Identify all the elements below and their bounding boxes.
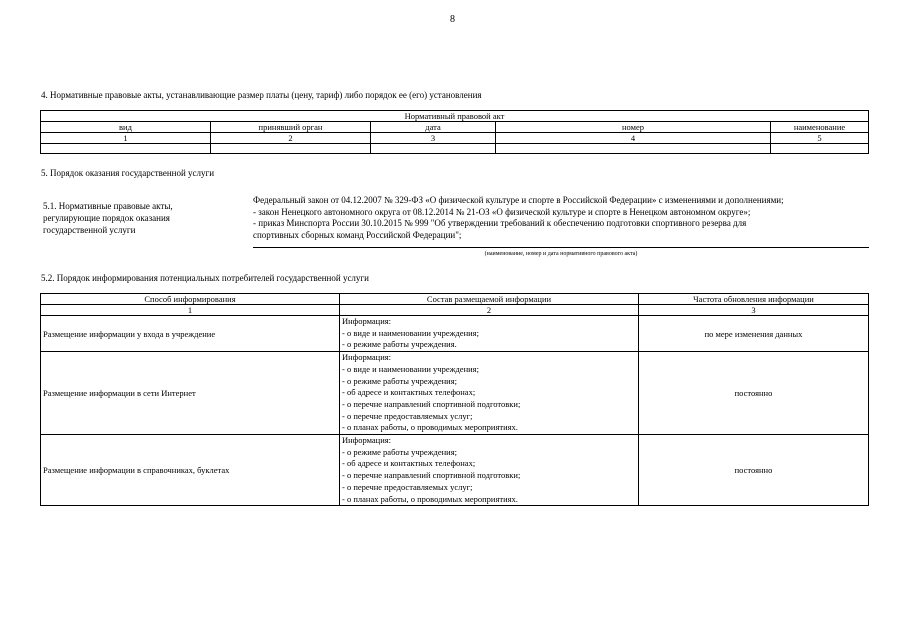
col-header-type: вид bbox=[41, 122, 211, 133]
col-header-number: номер bbox=[496, 122, 771, 133]
info-line: - о планах работы, о проводимых мероприятиях. bbox=[342, 422, 518, 433]
info-line: - о режиме работы учреждения. bbox=[342, 339, 457, 350]
col-header-frequency: Частота обновления информации bbox=[639, 294, 869, 305]
empty-cell bbox=[211, 144, 371, 154]
divider bbox=[253, 247, 869, 248]
col-header-method: Способ информирования bbox=[41, 294, 340, 305]
section-52-title: 5.2. Порядок информирования потенциальных потребителей государственной услуги bbox=[41, 273, 369, 283]
empty-cell bbox=[41, 144, 211, 154]
normative-acts-table bbox=[40, 110, 869, 154]
frequency-cell: по мере изменения данных bbox=[639, 316, 869, 352]
col-header-authority: принявший орган bbox=[211, 122, 371, 133]
col-number-5: 5 bbox=[771, 133, 869, 144]
npa-line: Федеральный закон от 04.12.2007 № 329-ФЗ «О физической культуре и спорте в Российской Федерации» с изменениями и дополнениями; bbox=[253, 195, 784, 205]
npa-list bbox=[253, 195, 873, 241]
method-cell: Размещение информации в сети Интернет bbox=[41, 352, 340, 435]
frequency-cell: постоянно bbox=[639, 435, 869, 506]
col-header-info: Состав размещаемой информации bbox=[340, 294, 639, 305]
col-number-2: 2 bbox=[340, 305, 639, 316]
info-cell bbox=[340, 316, 639, 352]
col-number-1: 1 bbox=[41, 305, 340, 316]
informing-table bbox=[40, 293, 869, 506]
table-row bbox=[41, 316, 869, 352]
col-number-1: 1 bbox=[41, 133, 211, 144]
table-row bbox=[41, 352, 869, 435]
info-line: - о перечне направлений спортивной подготовки; bbox=[342, 398, 521, 409]
col-header-name: наименование bbox=[771, 122, 869, 133]
info-line: Информация: bbox=[342, 352, 392, 363]
method-cell: Размещение информации у входа в учреждение bbox=[41, 316, 340, 352]
col-header-date: дата bbox=[371, 122, 496, 133]
info-line: Информация: bbox=[342, 435, 392, 446]
info-line: - о режиме работы учреждения; bbox=[342, 375, 457, 386]
empty-cell bbox=[371, 144, 496, 154]
info-cell bbox=[340, 435, 639, 506]
info-line: - о перечне направлений спортивной подготовки; bbox=[342, 470, 521, 481]
table-row bbox=[41, 435, 869, 506]
empty-cell bbox=[771, 144, 869, 154]
info-line: - о режиме работы учреждения; bbox=[342, 446, 457, 457]
info-line: - о виде и наименовании учреждения; bbox=[342, 363, 479, 374]
npa-line: - закон Ненецкого автономного округа от 08.12.2014 № 21-ОЗ «О физической культуре и спорте в Ненецком автономном округе»; bbox=[253, 206, 751, 217]
section-5-title: 5. Порядок оказания государственной услуги bbox=[41, 168, 215, 178]
empty-cell bbox=[496, 144, 771, 154]
npa-label: 5.1. Нормативные правовые акты, регулирующие порядок оказания государственной услуги bbox=[43, 201, 173, 235]
normative-acts-header: Нормативный правовой акт bbox=[41, 111, 869, 122]
page-number: 8 bbox=[450, 14, 455, 25]
npa-line: - приказ Минспорта России 30.10.2015 № 999 "Об утверждении требований к обеспечению подготовки спортивного резерва для bbox=[253, 218, 747, 228]
col-number-3: 3 bbox=[371, 133, 496, 144]
info-line: - о планах работы, о проводимых мероприятиях. bbox=[342, 493, 518, 504]
frequency-cell: постоянно bbox=[639, 352, 869, 435]
info-line: - о перечне предоставляемых услуг; bbox=[342, 481, 473, 492]
info-line: - об адресе и контактных телефонах; bbox=[342, 387, 476, 398]
col-number-3: 3 bbox=[639, 305, 869, 316]
col-number-2: 2 bbox=[211, 133, 371, 144]
npa-caption: (наименование, номер и дата нормативного правового акта) bbox=[484, 251, 638, 257]
info-line: - о виде и наименовании учреждения; bbox=[342, 327, 479, 338]
info-line: Информация: bbox=[342, 316, 392, 326]
info-line: - о перечне предоставляемых услуг; bbox=[342, 410, 473, 421]
col-number-4: 4 bbox=[496, 133, 771, 144]
section-4-title: 4. Нормативные правовые акты, устанавливающие размер платы (цену, тариф) либо порядок ее (его) установления bbox=[41, 90, 482, 100]
npa-line: спортивных сборных команд Российской Федерации"; bbox=[253, 229, 462, 240]
info-line: - об адресе и контактных телефонах; bbox=[342, 458, 476, 469]
info-cell bbox=[340, 352, 639, 435]
method-cell: Размещение информации в справочниках, буклетах bbox=[41, 435, 340, 506]
